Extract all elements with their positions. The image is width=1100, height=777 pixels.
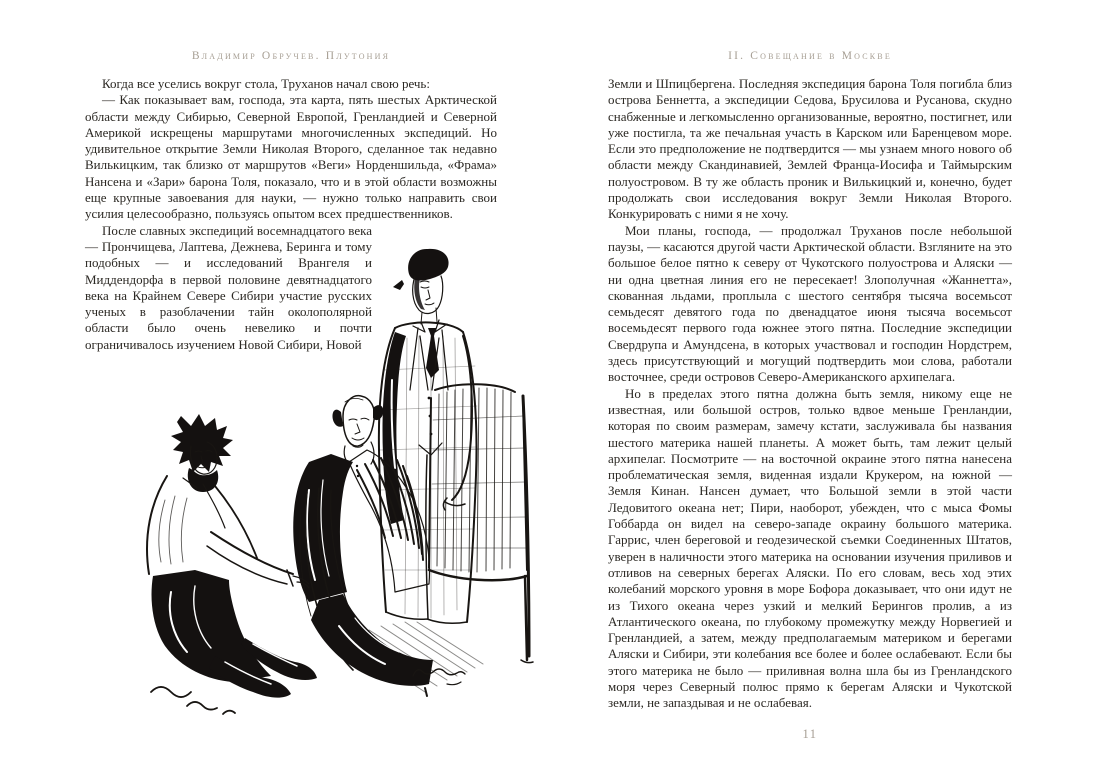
paragraph: Когда все уселись вокруг стола, Труханов начал свою речь:: [102, 76, 430, 91]
right-page: [608, 76, 1012, 742]
seated-elder-figure: [293, 396, 429, 602]
paragraph: Земли и Шпицбергена. Последняя экспедиция барона Толя погибла близ острова Беннетта, а экспедиции Седова, Брусилова и Русанова, скудно снабженные и легкомысленно организованные, вероятно, постигнет, или уже постигла, та же печальная участь в Карском или Баренцевом море. Если это предположение не подтвердится — мы узнаем много нового об области между Скандинавией, Землей Франца-Иосифа и Таймырским полуостровом. В ту же область проник и Вилькицкий и, конечно, будет продолжать свои исследования вокруг Земли Николая Второго. Конкурировать с ними я не хочу.: [608, 76, 1012, 222]
paragraph: Мои планы, господа, — продолжал Труханов после небольшой паузы, — касаются другой части Арктической области. Взгляните на это большое белое пятно к северу от Чукотского полуострова и Аляски — ни одна цветная линия его не пересекает! Злополучная «Жаннетта», скованная льдами, проплыла с шестого сентября тысяча восемьсот семьдесят девятого года по двенадцатое июня тысяча восемьсот восемьдесят первого года южнее этого пятна. Последние экспедиции Свердрупа и Амундсена, в которых участвовал и господин Нордстрем, здесь присутствующий и могущий подтвердить мои слова, работали восточнее, среди островов Северо-Американского архипелага.: [608, 222, 1012, 385]
bearded-man-figure: [147, 414, 317, 714]
book-illustration: [95, 240, 565, 737]
paragraph: После славных экспедиций восемнадцатого века — Прончищева, Лаптева, Дежнева, Беринга и тому подобных — и исследований Врангеля и Миддендорфа в первой половине девятнадцатого века на Крайнем Севере Сибири участие русских ученых в разоблачении тайн околополярной области было очень невелико и почти ограничивалось изучением Новой Сибири, Новой: [85, 222, 372, 352]
paragraph: Но в пределах этого пятна должна быть земля, никому еще не известная, или большой остров, только вдвое меньше Гренландии, которая по своим размерам, замечу кстати, заслуживала бы названия шестого материка нашей планеты. А может быть, там лежит целый архипелаг. Посмотрите — на восточной окраине этого пятна нанесена проблематическая земля, виденная издали Крукером, на южной — Земля Кинан. Нансен думает, что Большой земли в этой части Ледовитого океана нет; Пири, наоборот, убежден, что с мыса Фомы Гоббарда он видел на северо-западе окраину большого материка. Гаррис, член береговой и геодезической съемки Соединенных Штатов, уверен в наличности этого материка на основании изучения приливов и отливов на северных берегах Аляски. По его словам, весь ход этих колебаний морского уровня в море Бофора доказывает, что они идут не из Тихого океана через узкий и мелкий Берингов пролив, а из Атлантического океана, по глубокому промежутку между Норвегией и Гренландией, а затем, между предполагаемым материком и берегами Аляски и Сибири, эти колебания все более и более ослабевают. Если бы этого материка не было — приливная волна шла бы из Гренландского моря через Северный полюс прямо к берегам Аляски и Чукотской земли, не запаздывая и не ослабевая.: [608, 385, 1012, 711]
page-number: 11: [802, 726, 818, 741]
running-head-left: Владимир Обручев. Плутония: [191, 50, 391, 62]
paragraph: — Как показывает вам, господа, эта карта, пять шестых Арктической области между Сибирью, Северной Европой, Гренландией и Северной Америкой искрещены маршрутами многочисленных экспедиций. Но удивительное открытие Земли Николая Второго, сделанное так недавно Вилькицким, так близко от маршрутов «Веги» Норденшильда, «Фрама» Нансена и «Зари» барона Толя, показало, что и в этой области возможны еще крупные завоевания для науки, — нужно только направить свои усилия целесообразно, пользуясь опытом всех предшественников.: [85, 92, 497, 222]
running-head-right: II. Совещание в Москве: [728, 50, 892, 62]
